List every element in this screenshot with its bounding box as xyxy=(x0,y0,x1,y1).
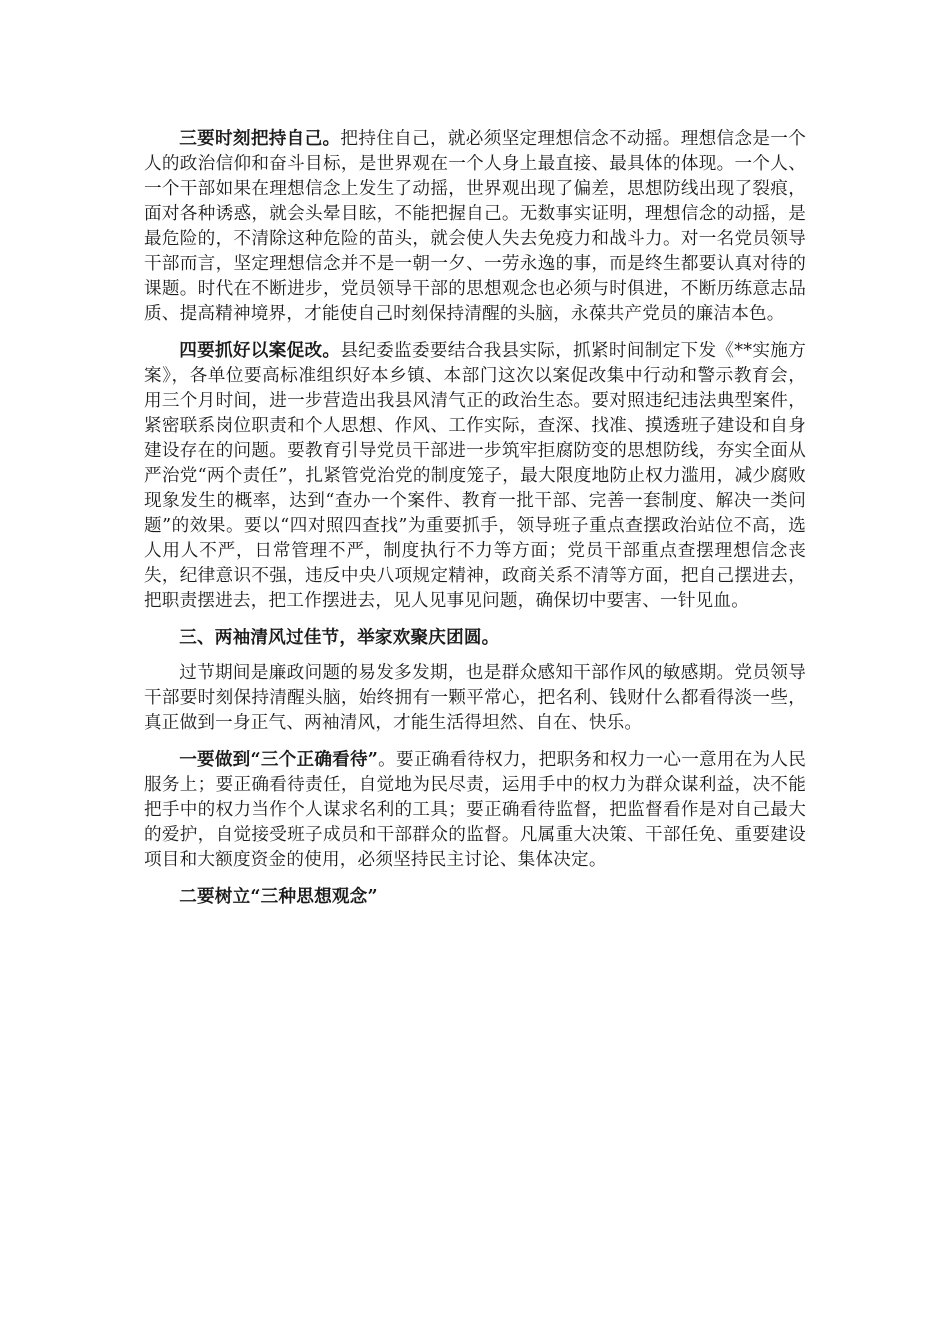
paragraph-holiday-period xyxy=(144,661,806,736)
paragraph-lead: 三要时刻把持自己。 xyxy=(179,128,341,149)
paragraph-body: 把持住自己，就必须坚定理想信念不动摇。理想信念是一个人的政治信仰和奋斗目标，是世界观在一个人身上最直接、最具体的体现。一个人、一个干部如果在理想信念上发生了动摇，世界观出现了偏差，思想防线出现了裂痕，面对各种诱惑，就会头晕目眩，不能把握自己。无数事实证明，理想信念的动摇，是最危险的，不清除这种危险的苗头，就会使人失去免疫力和战斗力。对一名党员领导干部而言，坚定理想信念并不是一朝一夕、一劳永逸的事，而是终生都要认真对待的课题。时代在不断进步，党员领导干部的思想观念也必须与时俱进，不断历练意志品质、提高精神境界，才能使自己时刻保持清醒的头脑，永葆共产党员的廉洁本色。 xyxy=(144,129,806,324)
paragraph-body: 。要正确看待权力，把职务和权力一心一意用在为人民服务上；要正确看待责任，自觉地为民尽责，运用手中的权力为群众谋利益，决不能把手中的权力当作个人谋求名利的工具；要正确看待监督，把监督看作是对自己最大的爱护，自觉接受班子成员和干部群众的监督。凡属重大决策、干部任免、重要建设项目和大额度资金的使用，必须坚持民主讨论、集体决定。 xyxy=(144,750,806,870)
paragraph-case-reform xyxy=(144,338,806,614)
paragraph-self-control xyxy=(144,126,806,327)
paragraph-lead: 四要抓好以案促改。 xyxy=(179,340,341,361)
paragraph-body: 县纪委监委要结合我县实际，抓紧时间制定下发《**实施方案》，各单位要高标准组织好本乡镇、本部门这次以案促改集中行动和警示教育会，用三个月时间，进一步营造出我县风清气正的政治生态。要对照违纪违法典型案件，紧密联系岗位职责和个人思想、作风、工作实际，查深、找准、摸透班子建设和自身建设存在的问题。要教育引导党员干部进一步筑牢拒腐防变的思想防线，夯实全面从严治党“两个责任”，扎紧管党治党的制度笼子，最大限度地防止权力滥用，减少腐败现象发生的概率，达到“查办一个案件、教育一批干部、完善一套制度、解决一类问题”的效果。要以“四对照四查找”为重要抓手，领导班子重点查摆政治站位不高，选人用人不严，日常管理不严，制度执行不力等方面；党员干部重点查摆理想信念丧失，纪律意识不强，违反中央八项规定精神，政商关系不清等方面，把自己摆进去，把职责摆进去，把工作摆进去，见人见事见问题，确保切中要害、一针见血。 xyxy=(144,341,806,611)
subheading-three-concepts: 二要树立“三种思想观念” xyxy=(179,886,378,907)
section-heading-three: 三、两袖清风过佳节，举家欢聚庆团圆。 xyxy=(179,627,500,648)
document-page xyxy=(144,126,806,920)
paragraph-three-correct-views xyxy=(144,747,806,873)
paragraph-body: 过节期间是廉政问题的易发多发期，也是群众感知干部作风的敏感期。党员领导干部要时刻保持清醒头脑，始终拥有一颗平常心，把名利、钱财什么都看得淡一些，真正做到一身正气、两袖清风，才能生活得坦然、自在、快乐。 xyxy=(144,663,806,733)
paragraph-lead: 一要做到“三个正确看待” xyxy=(179,749,379,770)
